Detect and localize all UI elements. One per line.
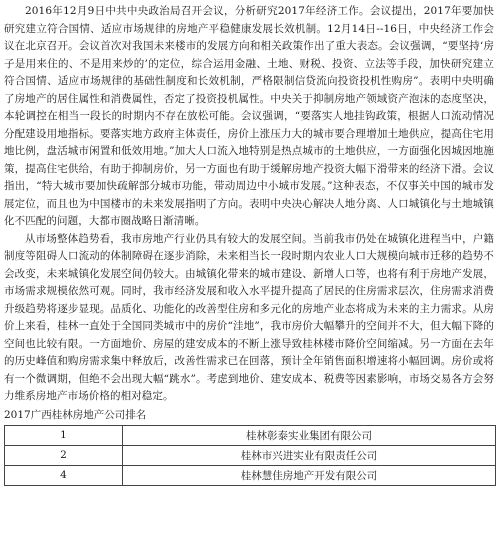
company-name-cell: 桂林彰泰实业集团有限公司	[123, 425, 496, 445]
table-row	[5, 445, 496, 465]
rank-cell: 1	[5, 425, 123, 445]
company-name-cell: 桂林市兴进实业有限责任公司	[123, 445, 496, 465]
ranking-table	[4, 425, 496, 486]
rank-cell: 4	[5, 465, 123, 485]
table-caption: 2017广西桂林房地产公司排名	[4, 408, 147, 421]
paragraph-market-trend: 从市场整体趋势看，我市房地产行业仍具有较大的发展空间。当前我市仍处在城镇化进程当中，户籍制度等阻碍人口流动的体制障碍在逐步消除，未来相当长一段时期内农业人口大规模向城市迁移的趋势不会改变，未来城镇化发展空间仍较大。由城镇化带来的城市建设、新增人口等，也将有利于房地产发展，市场需求规模依然可观。同时，我市经济发展和收入水平提升提高了居民的住房需求层次，住房需求消费升级趋势将逐步显现。品质化、功能化的改善型住房和多元化的房地产业态将成为未来的主力需求。从房价上来看，桂林一直处于全国同类城市中的房价“洼地”，我市房价大幅攀升的空间并不大，但大幅下降的空间也比较有限。一方面地价、房屋的建安成本的不断上涨导致桂林楼市降价空间缩减。另一方面在去年的历史峰值和购房需求集中释放后，改善性需求已在回落，预计全年销售面积增速将小幅回调。房价或将有一个微调期，但绝不会出现大幅“跳水”。考虑到地价、建安成本、税费等因素影响，市场交易各方会努力维系房地产市场价格的相对稳定。	[4, 232, 494, 402]
rank-cell: 2	[5, 445, 123, 465]
table-row	[5, 465, 496, 485]
company-name-cell: 桂林慧佳房地产开发有限公司	[123, 465, 496, 485]
table-row	[5, 425, 496, 445]
paragraph-policy: 2016年12月9日中共中央政治局召开会议，分析研究2017年经济工作。会议提出，2017年要加快研究建立符合国情、适应市场规律的房地产平稳健康发展长效机制。12月14日--16日，中央经济工作会议在北京召开。会议首次对我国未来楼市的发展方向和相关政策作出了重大表态。会议强调，“要坚持‘房子是用来住的、不是用来炒的’的定位，综合运用金融、土地、财税、投资、立法等手段，加快研究建立符合国情、适应市场规律的基础性制度和长效机制，严格限制信贷流向投资投机性购房”。表明中央明确了房地产的居住属性和消费属性，否定了投资投机属性。中央关于抑制房地产领域资产泡沫的态度坚决，本轮调控在相当一段长的时期内不存在放松可能。会议强调，“要落实人地挂钩政策，根据人口流动情况分配建设用地指标。要落实地方政府主体责任，房价上涨压力大的城市要合理增加土地供应，提高住宅用地比例，盘活城市闲置和低效用地。”加大人口流入地特别是热点城市的土地供应，一方面强化因城因地施策，提高住宅供给，有助于抑制房价，另一方面也有助于缓解房地产投资大幅下滑带来的经济下滑。会议指出，“特大城市要加快疏解部分城市功能，带动周边中小城市发展。”这种表态，不仅事关中国的城市发展定位，而且也为中国楼市的未来发展指明了方向。表明中央决心解决人地分离、人口城镇化与土地城镇化不匹配的问题，大都市圈战略日渐清晰。	[4, 5, 494, 227]
